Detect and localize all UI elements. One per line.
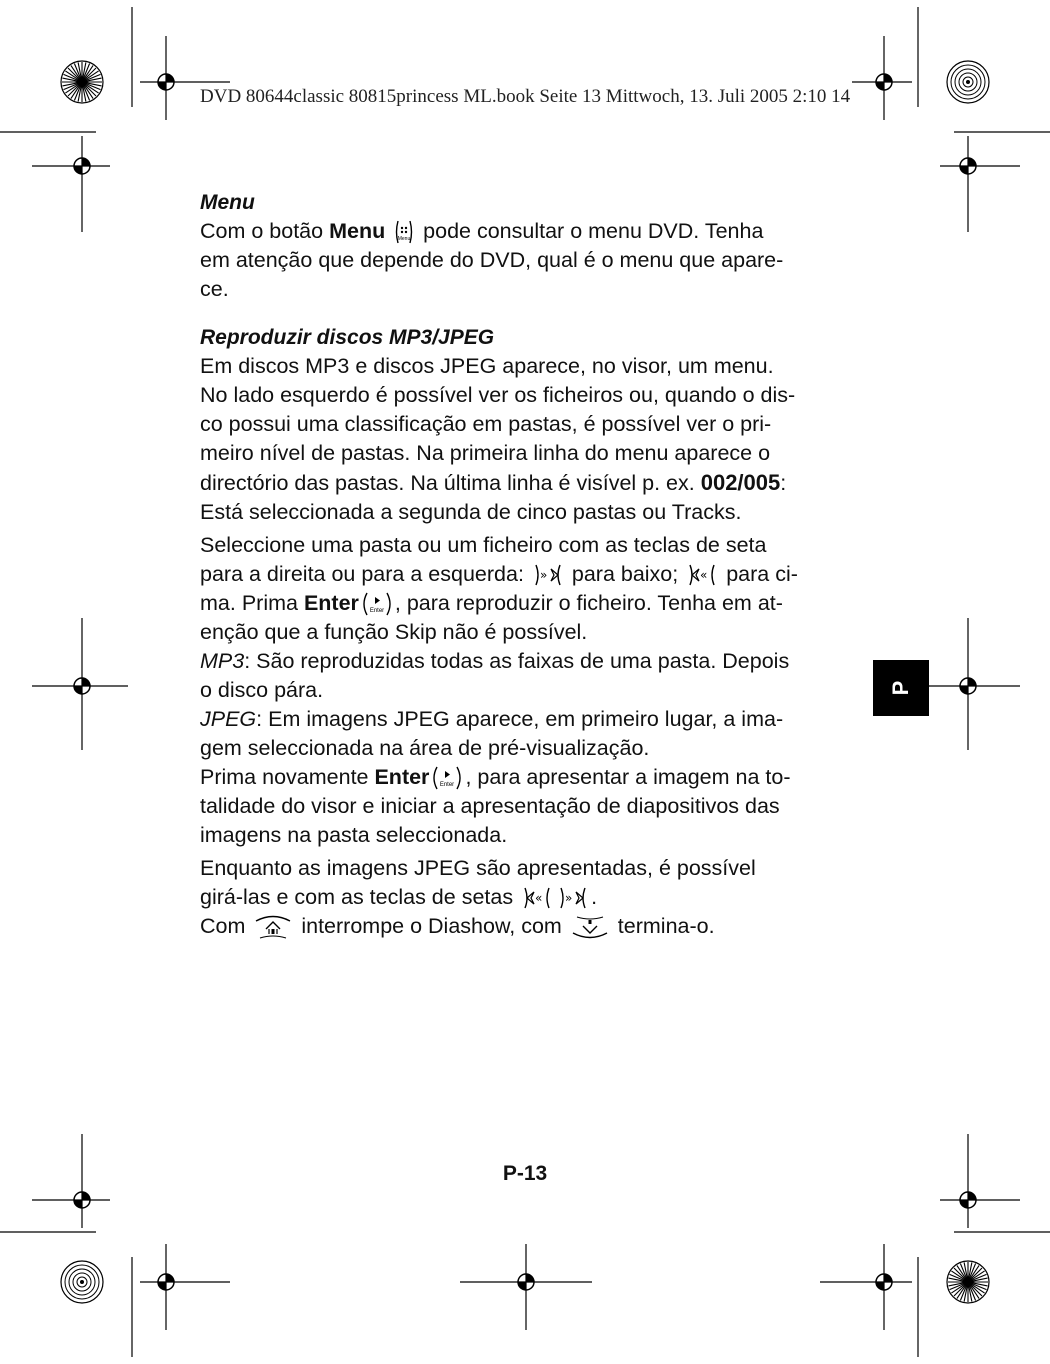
svg-text:«: « (700, 568, 708, 583)
page-number: P-13 (502, 1162, 548, 1185)
mp3-paragraph-2: Seleccione uma pasta ou um ficheiro com as teclas de seta para a direita ou para a esquerda: » para baixo; « para ci- ma. Prima Enter Enter , para reproduzir o ficheiro. Tenha em at- enção que a função Skip não é possível. (200, 533, 798, 644)
svg-text:Enter: Enter (440, 782, 455, 789)
forward-skip-icon (533, 563, 563, 587)
menu-paragraph: Com o botão Menu Menu pode consultar o menu DVD. Tenha em atenção que depende do DVD, qual é o menu que apare- ce. (200, 219, 784, 301)
track-counter: 002/005 (700, 470, 781, 495)
menu-button-icon (394, 219, 414, 245)
forward-skip-icon (558, 886, 588, 910)
mp3-paragraph-1: Em discos MP3 e discos JPEG aparece, no visor, um menu. No lado esquerdo é possível ver os ficheiros ou, quando o dis- co possui uma classificação em pastas, é possível ver o pri- meiro nível de pastas. Na primeira linha do menu aparece o directório das pastas. Na última linha é visível p. ex. 002/005: Está seleccionada a segunda de cinco pastas ou Tracks. (200, 354, 796, 524)
svg-text:Menu: Menu (397, 236, 411, 243)
print-header: DVD 80644classic 80815princess ML.book Seite 13 Mittwoch, 13. Juli 2005 2:10 14 (200, 86, 851, 107)
svg-text:»: » (565, 891, 573, 906)
enter-key-label-2: Enter (374, 765, 430, 789)
diashow-paragraph: Com interrompe o Diashow, com termina-o. (200, 912, 845, 941)
svg-text:«: « (535, 891, 543, 906)
manual-content (200, 188, 845, 941)
down-button-icon (571, 914, 609, 940)
mp3-paragraph-3: MP3: São reproduzidas todas as faixas de uma pasta. Depois o disco pára. (200, 649, 790, 702)
section-title-mp3-jpeg: Reproduzir discos MP3/JPEG (200, 326, 495, 349)
enter-button-icon (362, 591, 392, 617)
svg-text:Enter: Enter (369, 608, 385, 615)
enter-paragraph: Prima novamente Enter Enter , para apresentar a imagem na to- talidade do visor e iniciar a apresentação de diapositivos das imagens na pasta seleccionada. (200, 765, 791, 847)
enter-key-label: Enter (303, 591, 359, 615)
svg-text:»: » (539, 568, 548, 583)
menu-key-label: Menu (329, 219, 386, 243)
up-button-icon (254, 914, 292, 940)
jpeg-paragraph: JPEG: Em imagens JPEG aparece, em primeiro lugar, a ima- gem seleccionada na área de pré-visualização. (200, 707, 784, 760)
backward-skip-icon (687, 563, 717, 587)
section-title-menu: Menu (200, 191, 255, 214)
backward-skip-icon (522, 886, 552, 910)
enter-button-icon (432, 765, 462, 791)
rotate-paragraph: Enquanto as imagens JPEG são apresentadas, é possível girá-las e com as teclas de setas « » . (200, 856, 756, 909)
language-tab: P (873, 660, 929, 716)
